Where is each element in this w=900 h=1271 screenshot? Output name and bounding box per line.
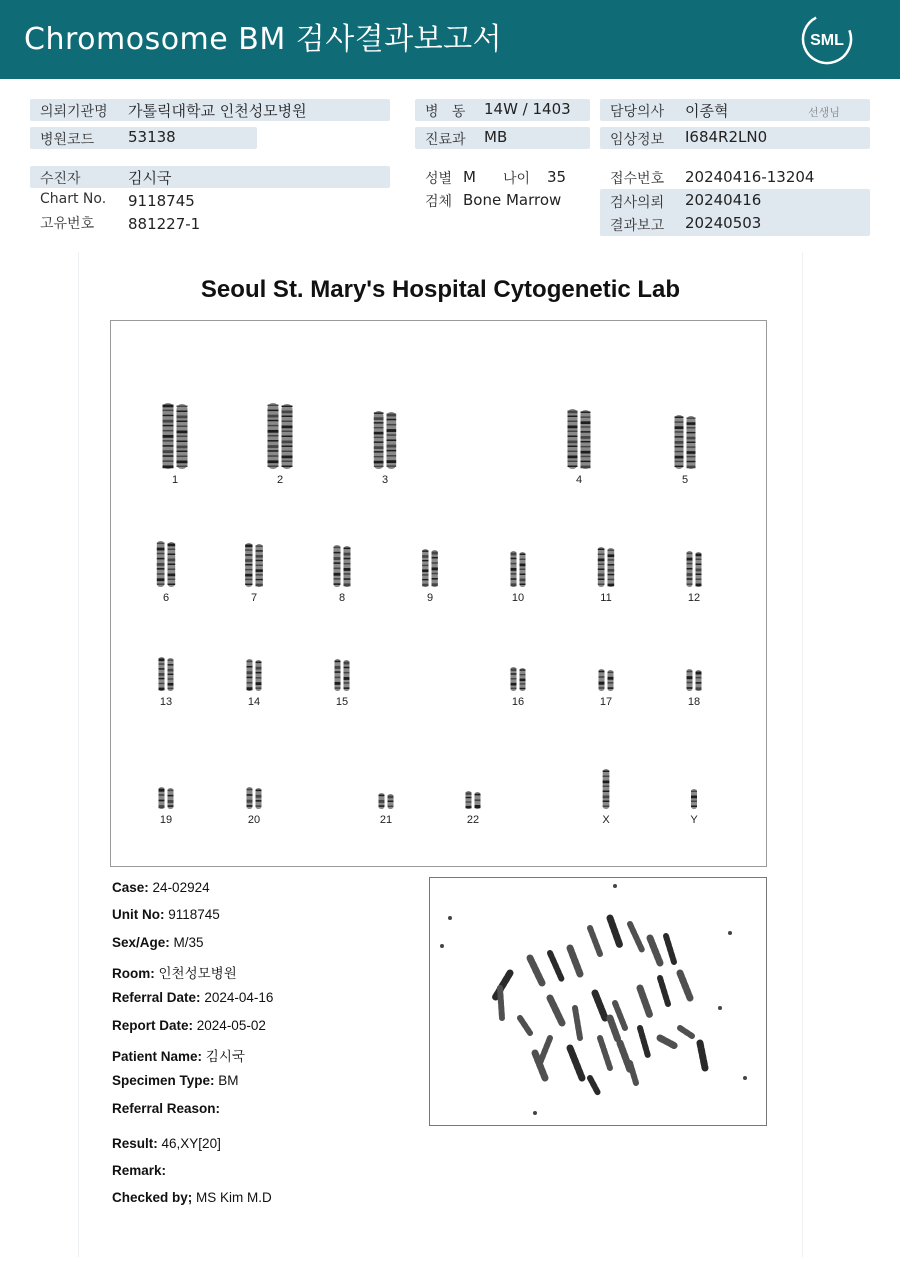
metaphase-chromosome bbox=[600, 1038, 610, 1068]
chromosome-pair-9 bbox=[422, 549, 438, 587]
code-label: 병원코드 bbox=[40, 132, 95, 148]
chromosome-label-19: 19 bbox=[159, 814, 173, 826]
unique-value: 881227-1 bbox=[128, 215, 201, 233]
org-label: 의뢰기관명 bbox=[40, 104, 108, 120]
receipt-label: 접수번호 bbox=[610, 171, 665, 187]
metaphase-chromosome bbox=[590, 1078, 598, 1093]
metaphase-chromosome bbox=[610, 918, 620, 946]
metaphase-chromosome bbox=[640, 988, 650, 1016]
lab-title: Seoul St. Mary's Hospital Cytogenetic Lab bbox=[200, 276, 681, 303]
chromosome-pair-5 bbox=[675, 415, 696, 469]
case-line: Case: 24-02924 bbox=[112, 880, 210, 895]
metaphase-chromosome bbox=[500, 988, 502, 1018]
chromosome-label-17: 17 bbox=[599, 696, 613, 708]
specimen-value: Bone Marrow bbox=[463, 191, 562, 209]
metaphase-chromosome bbox=[630, 924, 642, 950]
chromosome-label-Y: Y bbox=[690, 814, 698, 826]
metaphase-chromosome bbox=[595, 993, 605, 1018]
metaphase-chromosome bbox=[666, 936, 674, 962]
chromosome-pair-18 bbox=[687, 669, 702, 691]
chromosome-pair-13 bbox=[159, 657, 174, 691]
chromosome-pair-17 bbox=[599, 669, 614, 691]
chromosome-pair-8 bbox=[334, 545, 351, 587]
metaphase-chromosome bbox=[660, 978, 668, 1004]
metaphase-chromosome bbox=[575, 1008, 580, 1038]
chromosome-label-2: 2 bbox=[276, 474, 284, 486]
chromosome-label-16: 16 bbox=[511, 696, 525, 708]
doctor-suffix: 선생님 bbox=[808, 106, 840, 119]
karyotype-report bbox=[78, 252, 803, 1257]
sex-age-line: Sex/Age: M/35 bbox=[112, 935, 204, 950]
chromosome-pair-14 bbox=[247, 659, 262, 691]
chromosome-pair-4 bbox=[568, 409, 591, 469]
chromosome-label-4: 4 bbox=[575, 474, 583, 486]
patient-name-line: Patient Name: 김시국 bbox=[112, 1049, 245, 1064]
referral-reason-line: Referral Reason: bbox=[112, 1101, 221, 1116]
debris-dot bbox=[728, 931, 732, 935]
specimen-label: 검체 bbox=[425, 194, 453, 210]
chromosome-pair-19 bbox=[159, 787, 174, 809]
metaphase-chromosome bbox=[640, 1028, 648, 1056]
metaphase-chromosome bbox=[615, 1003, 625, 1028]
chromosome-label-14: 14 bbox=[247, 696, 261, 708]
result-date-value: 20240503 bbox=[685, 214, 762, 232]
chromosome-label-1: 1 bbox=[171, 474, 179, 486]
metaphase-chromosome bbox=[700, 1043, 705, 1068]
dept-label: 진료과 bbox=[425, 132, 466, 148]
chromosome-label-18: 18 bbox=[687, 696, 701, 708]
checked-line: Checked by; MS Kim M.D bbox=[112, 1190, 272, 1205]
metaphase-chromosome bbox=[650, 938, 660, 963]
request-label: 검사의뢰 bbox=[610, 195, 665, 211]
metaphase-spread bbox=[430, 878, 766, 1125]
chromosome-pair-1 bbox=[163, 403, 188, 469]
receipt-value: 20240416-13204 bbox=[685, 168, 815, 186]
unique-label: 고유번호 bbox=[40, 216, 95, 232]
chromosome-label-20: 20 bbox=[247, 814, 261, 826]
metaphase-chromosome bbox=[550, 953, 562, 980]
chromosome-label-10: 10 bbox=[511, 592, 525, 604]
chromosome-label-6: 6 bbox=[162, 592, 170, 604]
dept-value: MB bbox=[484, 128, 508, 146]
metaphase-chromosome bbox=[540, 1038, 550, 1063]
metaphase-chromosome bbox=[590, 928, 600, 954]
debris-dot bbox=[440, 944, 444, 948]
chromosome-pair-Y bbox=[691, 789, 697, 809]
metaphase-image bbox=[429, 877, 767, 1126]
karyogram-figure bbox=[111, 321, 766, 866]
specimen-type-line: Specimen Type: BM bbox=[112, 1073, 239, 1088]
chromosome-label-3: 3 bbox=[381, 474, 389, 486]
chromosome-pair-20 bbox=[247, 787, 262, 809]
chromosome-pair-3 bbox=[374, 411, 396, 469]
code-value: 53138 bbox=[128, 128, 176, 146]
ward-label: 병 동 bbox=[425, 104, 466, 120]
chromosome-pair-6 bbox=[157, 541, 175, 587]
metaphase-chromosome bbox=[680, 1028, 692, 1036]
chromosome-pair-11 bbox=[598, 547, 614, 587]
result-date-label: 결과보고 bbox=[610, 218, 665, 234]
chromosome-label-X: X bbox=[602, 814, 610, 826]
chromosome-pair-12 bbox=[687, 551, 702, 587]
metaphase-chromosome bbox=[570, 948, 580, 974]
metaphase-chromosome bbox=[660, 1038, 675, 1046]
header-bar bbox=[0, 0, 900, 79]
org-value: 가톨릭대학교 인천성모병원 bbox=[128, 102, 307, 120]
age-value: 35 bbox=[547, 168, 567, 186]
debris-dot bbox=[613, 884, 617, 888]
chromosome-label-5: 5 bbox=[681, 474, 689, 486]
clinical-value: I684R2LN0 bbox=[685, 128, 768, 146]
logo-text: SML bbox=[810, 32, 844, 49]
chromosome-label-11: 11 bbox=[600, 592, 612, 604]
remark-line: Remark: bbox=[112, 1163, 167, 1178]
debris-dot bbox=[448, 916, 452, 920]
chromosome-label-8: 8 bbox=[338, 592, 346, 604]
result-line: Result: 46,XY[20] bbox=[112, 1136, 221, 1151]
chart-value: 9118745 bbox=[128, 192, 195, 210]
chromosome-pair-7 bbox=[245, 543, 263, 587]
chromosome-pair-10 bbox=[511, 551, 526, 587]
age-label: 나이 bbox=[503, 171, 531, 187]
debris-dot bbox=[743, 1076, 747, 1080]
chart-label: Chart No. bbox=[40, 191, 107, 207]
doctor-value: 이종혁 bbox=[685, 102, 729, 120]
debris-dot bbox=[533, 1111, 537, 1115]
patient-row-bg bbox=[30, 166, 390, 188]
unit-line: Unit No: 9118745 bbox=[112, 907, 220, 922]
debris-dot bbox=[718, 1006, 722, 1010]
metaphase-chromosome bbox=[680, 973, 690, 998]
metaphase-chromosome bbox=[630, 1063, 636, 1083]
chromosome-pair-16 bbox=[511, 667, 526, 691]
karyogram bbox=[110, 320, 767, 867]
sml-logo bbox=[800, 12, 854, 66]
chromosome-pair-21 bbox=[379, 793, 394, 809]
patient-value: 김시국 bbox=[128, 169, 172, 187]
metaphase-chromosome bbox=[550, 998, 562, 1023]
room-line: Room: 인천성모병원 bbox=[112, 966, 237, 981]
doctor-label: 담당의사 bbox=[610, 104, 665, 120]
sex-value: M bbox=[463, 168, 476, 186]
metaphase-chromosome bbox=[610, 1018, 618, 1040]
chromosome-label-15: 15 bbox=[335, 696, 349, 708]
referral-date-line: Referral Date: 2024-04-16 bbox=[112, 990, 274, 1005]
chromosome-label-7: 7 bbox=[250, 592, 258, 604]
sex-label: 성별 bbox=[425, 171, 453, 187]
chromosome-label-12: 12 bbox=[687, 592, 701, 604]
report-title: Chromosome BM 검사결과보고서 bbox=[24, 22, 503, 57]
metaphase-chromosome bbox=[530, 958, 542, 983]
chromosome-pair-22 bbox=[466, 791, 481, 809]
chromosome-pair-15 bbox=[335, 659, 350, 691]
ward-value: 14W / 1403 bbox=[484, 100, 571, 118]
clinical-label: 임상정보 bbox=[610, 132, 665, 148]
chromosome-label-9: 9 bbox=[426, 592, 434, 604]
chromosome-label-13: 13 bbox=[159, 696, 173, 708]
patient-label: 수진자 bbox=[40, 171, 81, 187]
chromosome-pair-2 bbox=[268, 403, 293, 469]
chromosome-label-22: 22 bbox=[466, 814, 480, 826]
report-date-line: Report Date: 2024-05-02 bbox=[112, 1018, 266, 1033]
chromosome-pair-X bbox=[603, 769, 610, 809]
request-value: 20240416 bbox=[685, 191, 762, 209]
metaphase-chromosome bbox=[570, 1048, 582, 1078]
chromosome-label-21: 21 bbox=[379, 814, 393, 826]
metaphase-chromosome bbox=[520, 1018, 530, 1033]
